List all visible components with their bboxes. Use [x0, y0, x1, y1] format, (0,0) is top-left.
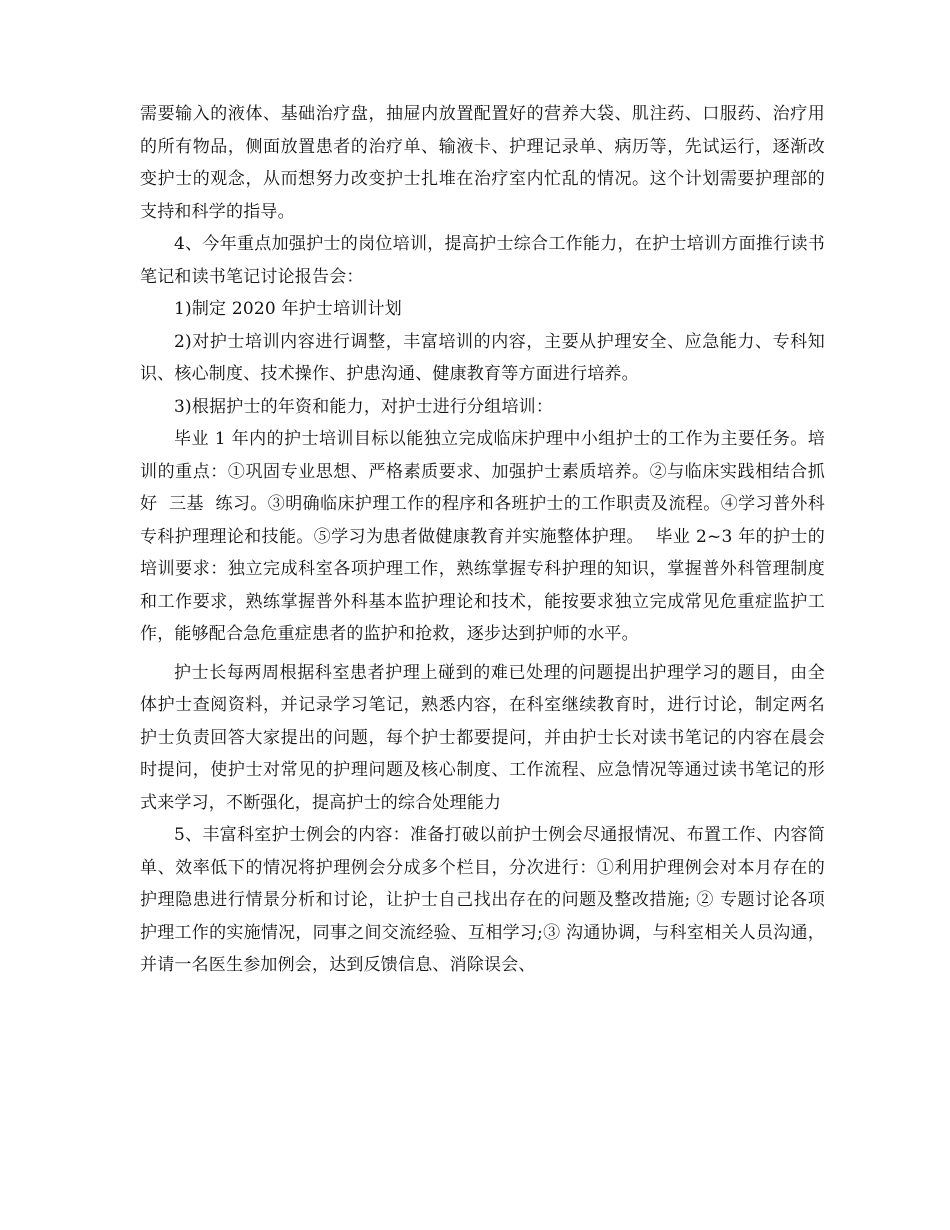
document-body — [140, 98, 825, 982]
paragraph-7: 护士长每两周根据科室患者护理上碰到的难已处理的问题提出护理学习的题目，由全体护士查阅资料，并记录学习笔记，熟悉内容，在科室继续教育时，进行讨论，制定两名护士负责回答大家提出的问题，每个护士都要提问，并由护士长对读书笔记的内容在晨会时提问，使护士对常见的护理问题及核心制度、工作流程、应急情况等通过读书笔记的形式来学习，不断强化，提高护士的综合处理能力 — [140, 662, 825, 813]
paragraph-3: 1)制定 2020 年护士培训计划 — [174, 299, 402, 319]
paragraph-6: 毕业 1 年内的护士培训目标以能独立完成临床护理中小组护士的工作为主要任务。培训的重点：①巩固专业思想、严格素质要求、加强护士素质培养。②与临床实践相结合抓好 三基 练习。③明确临床护理工作的程序和各班护士的工作职责及流程。④学习普外科专科护理理论和技能。⑤学习为患者做健康教育并实施整体护理。 毕业 2~3 年的护士的培训要求：独立完成科室各项护理工作，熟练掌握专科护理的知识，掌握普外科管理制度和工作要求，熟练掌握普外科基本监护理论和技术，能按要求独立完成常见危重症监护工作，能够配合急危重症患者的监护和抢救，逐步达到护师的水平。 — [140, 429, 825, 644]
paragraph-4: 2)对护士培训内容进行调整，丰富培训的内容，主要从护理安全、应急能力、专科知识、核心制度、技术操作、护患沟通、健康教育等方面进行培养。 — [140, 331, 825, 384]
paragraph-5: 3)根据护士的年资和能力，对护士进行分组培训： — [174, 396, 554, 417]
paragraph-8: 5、丰富科室护士例会的内容：准备打破以前护士例会尽通报情况、布置工作、内容简单、效率低下的情况将护理例会分成多个栏目，分次进行：①利用护理例会对本月存在的护理隐患进行情景分析和讨论，让护士自己找出存在的问题及整改措施; ② 专题讨论各项护理工作的实施情况，同事之间交流经验、互相学习;③ 沟通协调，与科室相关人员沟通，并请一名医生参加例会，达到反馈信息、消除误会、 — [140, 825, 825, 975]
paragraph-1: 需要输入的液体、基础治疗盘，抽屉内放置配置好的营养大袋、肌注药、口服药、治疗用的所有物品，侧面放置患者的治疗单、输液卡、护理记录单、病历等，先试运行，逐渐改变护士的观念，从而想努力改变护士扎堆在治疗室内忙乱的情况。这个计划需要护理部的支持和科学的指导。 — [140, 104, 825, 222]
paragraph-2: 4、今年重点加强护士的岗位培训，提高护士综合工作能力，在护士培训方面推行读书笔记和读书笔记讨论报告会： — [140, 234, 825, 287]
